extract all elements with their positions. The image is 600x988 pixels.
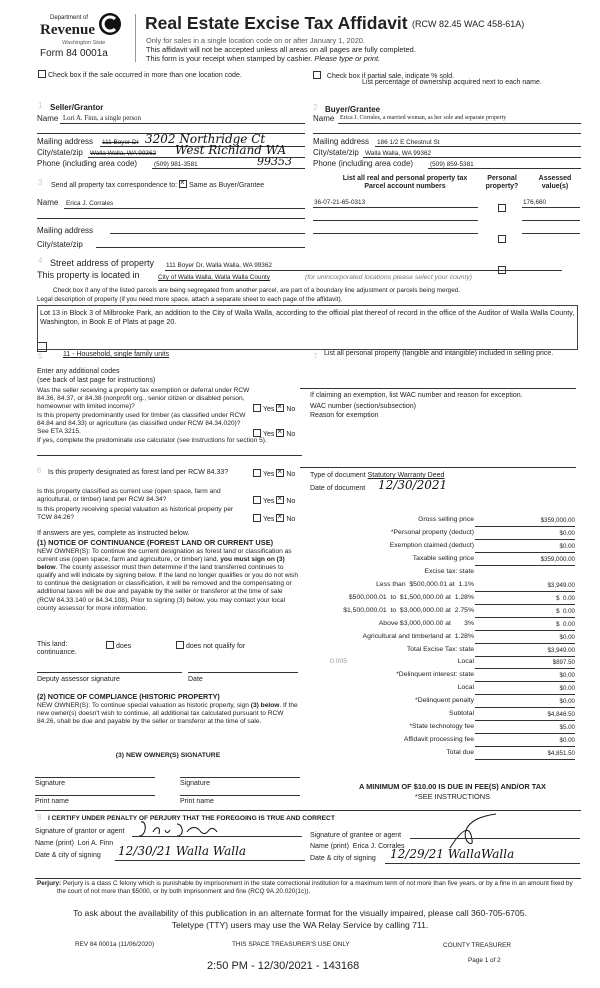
- revenue-logo-icon: [98, 12, 122, 36]
- no-label: No: [286, 406, 296, 413]
- yes-checkbox[interactable]: [253, 514, 261, 522]
- logo-name: Revenue: [40, 22, 95, 38]
- located-label: This property is located in: [37, 270, 140, 280]
- no-label: No: [286, 498, 296, 505]
- underline: [88, 157, 305, 158]
- historical-question: Is this property receiving special valuation as historical property per TCW 84.26?: [37, 506, 234, 522]
- underline: [165, 270, 562, 271]
- personal-property-label: List all personal property (tangible and intangible) included in selling price.: [324, 350, 554, 357]
- yes-label: Yes: [263, 516, 275, 523]
- underline: [375, 146, 581, 147]
- no-checkbox[interactable]: [276, 404, 284, 412]
- segregated-label: Check box if any of the listed parcels are being segregated from another parcel, are part of a boundary line adjustment or parcels being merged.: [53, 287, 461, 294]
- seller-phone-label: Phone (including area code): [37, 159, 138, 168]
- grantor-name-field[interactable]: Lori A. Finn: [77, 840, 114, 847]
- notice2-bold: (3) below: [250, 702, 280, 709]
- county-treasurer: COUNTY TREASURER: [443, 942, 511, 949]
- if-yes-note: If answers are yes, complete as instructed below.: [37, 530, 190, 537]
- divider: [35, 810, 581, 811]
- doc-type-field[interactable]: Statutory Warranty Deed: [367, 472, 445, 479]
- grantee-signature-label: Signature of grantee or agent: [310, 832, 402, 839]
- section-number-6: 6: [37, 466, 42, 475]
- new-owner-print-name-1[interactable]: [35, 795, 155, 796]
- parcel-number-field[interactable]: [313, 220, 478, 221]
- seller-name-field[interactable]: Lori A. Finn, a single person: [63, 115, 141, 122]
- tax-row-value[interactable]: $897.50: [552, 659, 575, 667]
- underline: [475, 604, 575, 605]
- notice2-part-a: NEW OWNER(S): To continue special valuation as historic property, sign: [37, 702, 249, 709]
- grantee-date-label: Date & city of signing: [310, 855, 376, 862]
- underline: [115, 860, 305, 861]
- tax-row-value[interactable]: $0.00: [559, 698, 575, 706]
- yes-label: Yes: [263, 406, 275, 413]
- grantor-name-label: [35, 840, 113, 848]
- seller-mailing-struck: 111 Boyer Dr: [102, 139, 139, 146]
- print-name-label: Print name: [35, 798, 69, 805]
- tax-row: [300, 657, 580, 670]
- buyer-phone-label: Phone (including area code): [313, 159, 414, 168]
- see-instructions: *SEE INSTRUCTIONS: [414, 792, 491, 801]
- assessed-header-1: Assessed: [538, 175, 572, 182]
- wac-label: WAC number (section/subsection): [310, 403, 416, 410]
- tax-row-label: *State technology fee: [409, 723, 474, 731]
- located-note: (for unincorporated locations please select your county): [305, 274, 472, 281]
- grantor-name-label-text: Name (print): [35, 840, 74, 847]
- does-not-check[interactable]: [176, 641, 245, 651]
- divider: [35, 878, 581, 879]
- grantee-name-label-text: Name (print): [310, 843, 349, 850]
- does-not-label: does not qualify for: [186, 643, 246, 650]
- tax-row-label: Subtotal: [449, 710, 474, 718]
- tax-row-label: Affidavit processing fee: [403, 736, 474, 744]
- header-line-3: [146, 55, 380, 64]
- parcel-header-1: List all real and personal property tax: [342, 175, 468, 182]
- personal-property-checkbox[interactable]: [498, 235, 506, 243]
- checkbox[interactable]: [313, 71, 321, 79]
- no-checkbox[interactable]: [276, 469, 284, 477]
- tax-row-label: Taxable selling price: [412, 554, 474, 562]
- seller-city-label: City/state/zip: [37, 148, 83, 157]
- new-owner-signature-title: (3) NEW OWNER(S) SIGNATURE: [115, 752, 221, 759]
- seller-heading: Seller/Grantor: [50, 103, 104, 112]
- form-number: Form 84 0001a: [40, 48, 108, 59]
- grantor-date-field[interactable]: 12/30/21 Walla Walla: [118, 844, 247, 858]
- doc-date-label: Date of document: [310, 485, 366, 492]
- new-owner-signature-2[interactable]: [180, 777, 300, 778]
- forest-yes-no: [253, 469, 295, 479]
- underline: [60, 123, 305, 124]
- alt-format-notice: To ask about the availability of this publication in an alternate format for the visually impaired, please call 360-705-6705.: [73, 908, 527, 918]
- tax-row-label: Local: [457, 684, 474, 692]
- assessed-value-field[interactable]: 176,660: [523, 199, 547, 206]
- assessed-header: [530, 175, 580, 191]
- deputy-signature-field[interactable]: [37, 672, 182, 673]
- additional-codes-label: Enter any additional codes: [37, 368, 120, 375]
- underline: [475, 668, 575, 669]
- tax-row-label: $1,500,000.01 to $3,000,000.00 at 2.75%: [343, 606, 474, 614]
- parcel-number-field[interactable]: [313, 233, 478, 234]
- section-number-3: 3: [38, 178, 43, 187]
- grantee-signature[interactable]: [440, 812, 500, 852]
- buyer-mailing-field[interactable]: 186 1/2 E Chestnut St: [377, 139, 440, 146]
- underline: [64, 208, 305, 209]
- tax-row-label: $500,000.01 to $1,500,000.00 at 1.28%: [348, 593, 474, 601]
- exemption-yes-no: [253, 404, 295, 414]
- local-rate: 0.005: [330, 658, 348, 666]
- personal-header-1: Personal: [487, 175, 517, 182]
- tax-row: [300, 554, 580, 567]
- page-number: Page 1 of 2: [468, 957, 501, 964]
- tax-row-value[interactable]: $ 0.00: [556, 620, 575, 628]
- underline: [475, 656, 575, 657]
- same-as-buyer-checkbox[interactable]: [179, 180, 187, 188]
- notice-compliance-text: [37, 702, 299, 726]
- tax-row-label: Excise tax: state: [424, 567, 474, 575]
- personal-property-checkbox[interactable]: [498, 204, 506, 212]
- notice1-part-a: NEW OWNER(S): To continue the current designation as forest land or classification as current use (open space, farm and agriculture, or timber) land,: [37, 548, 292, 564]
- yes-label: Yes: [263, 431, 275, 438]
- underline: [475, 591, 575, 592]
- new-owner-print-name-2[interactable]: [180, 795, 300, 796]
- correspondence-mailing-label: Mailing address: [37, 226, 94, 235]
- correspondence-city-field[interactable]: [96, 247, 305, 248]
- grantor-date-label: Date & city of signing: [35, 852, 101, 859]
- located-field[interactable]: City of Walla Walla, Walla Walla County: [158, 274, 270, 281]
- underline: [475, 526, 575, 527]
- no-checkbox[interactable]: [276, 496, 284, 504]
- tax-row-value[interactable]: $ 0.00: [556, 607, 575, 615]
- notice-compliance-title: (2) NOTICE OF COMPLIANCE (HISTORIC PROPERTY): [37, 692, 220, 701]
- seller-name-label: Name: [37, 114, 59, 123]
- tax-row: [300, 619, 580, 632]
- tax-row: [300, 567, 580, 580]
- title-citation: (RCW 82.45 WAC 458-61A): [412, 19, 525, 29]
- legal-description-field[interactable]: Lot 13 in Block 3 of Milbrooke Park, an addition to the City of Walla Walla, according to the official plat thereof of record in the office of the Auditor of Walla Walla County, Washington, in Book E of Plats at page 20.: [37, 305, 578, 350]
- notice2-part-b: . If the new owner(s) doesn't wish to continue, all additional tax calculated pursuant to RCW 84.26, shall be due and payable by the seller or transferor at the time of sale.: [37, 702, 298, 726]
- underline: [522, 207, 580, 208]
- yes-label: Yes: [263, 498, 275, 505]
- underline: [475, 707, 575, 708]
- underline: [152, 168, 305, 169]
- no-label: No: [286, 431, 296, 438]
- use-code-field[interactable]: 11 - Household, single family units: [63, 351, 170, 358]
- tax-row-label: *Personal property (deduct): [390, 528, 474, 536]
- same-as-buyer-label: Same as Buyer/Grantee: [189, 182, 265, 189]
- underline: [475, 681, 575, 682]
- section-number-8: 8: [37, 813, 42, 822]
- tax-row-value[interactable]: $0.00: [559, 672, 575, 680]
- continuance-label: continuance.: [37, 649, 77, 656]
- tax-row-label: Gross selling price: [418, 516, 474, 523]
- notice-continuance-text: [37, 548, 299, 613]
- checkbox[interactable]: [38, 70, 46, 78]
- grantor-signature-label: Signature of grantor or agent: [35, 828, 125, 835]
- section-number-1: 1: [38, 101, 43, 110]
- tax-row: [300, 593, 580, 606]
- tty-notice: Teletype (TTY) users may use the WA Relay Service by calling 711.: [171, 920, 429, 930]
- tax-row-label: Above $3,000,000.00 at 3%: [378, 619, 474, 627]
- underline: [475, 552, 575, 553]
- logo-dept: Department of: [50, 15, 89, 21]
- buyer-city-field[interactable]: Walla Walla, WA 99362: [365, 150, 432, 157]
- section-number-5: 5: [38, 352, 43, 361]
- signature-label: Signature: [35, 780, 65, 787]
- tax-row: [300, 709, 580, 722]
- buyer-name-field[interactable]: Erica J. Corrales, a married woman, as her sole and separate property: [340, 115, 507, 121]
- notice1-part-b: . The county assessor must then determine if the land transferred continues to qualify and will indicate by signing below. If the land no longer qualifies or you do not wish to continue the designation or classification, it will be removed and the compensating or additional taxes will be due and payable by the seller or transferor at the time of sale (RCW 84.33.140 or 84.34.108). Prior to signing (3) below, you may contact your local county assessor for more information.: [37, 564, 298, 612]
- does-label: does: [116, 643, 132, 650]
- underline: [475, 733, 575, 734]
- correspondence-label: Send all property tax correspondence to:: [51, 182, 178, 189]
- underline: [475, 759, 575, 760]
- correspondence-row: [51, 180, 264, 190]
- tax-row: [300, 528, 580, 541]
- yes-label: Yes: [263, 471, 275, 478]
- underline: [338, 123, 581, 124]
- tax-row: [300, 748, 580, 761]
- seller-city-struck: Walla Walla, WA 99362: [90, 150, 157, 157]
- perjury-label: Perjury:: [37, 880, 62, 887]
- print-name-label: Print name: [180, 798, 214, 805]
- underline: [475, 539, 575, 540]
- divider: [37, 455, 302, 456]
- tax-row-label: Total due: [446, 749, 474, 757]
- tax-row-value[interactable]: $3,949.00: [547, 581, 575, 589]
- treasurer-space: THIS SPACE TREASURER'S USE ONLY: [232, 941, 350, 948]
- header-line-3-italic: Please type or print.: [314, 54, 381, 63]
- underline: [428, 168, 581, 169]
- predominate-use-note: If yes, complete the predominate use calculator (see instructions for section 5).: [37, 437, 267, 444]
- buyer-mailing-label: Mailing address: [313, 137, 370, 146]
- tax-row: [300, 722, 580, 735]
- tax-row-value[interactable]: $4,851.50: [547, 750, 575, 758]
- logo-state: Washington State: [62, 40, 106, 46]
- underline: [313, 207, 478, 208]
- tax-row-value[interactable]: $359,000.00: [540, 555, 575, 563]
- reason-label: Reason for exemption: [310, 412, 379, 419]
- tax-row: [300, 696, 580, 709]
- tax-row: [300, 515, 580, 528]
- receipt-stamp: 2:50 PM - 12/30/2021 - 143168: [207, 960, 360, 972]
- tax-row-label: Total Excise Tax: state: [406, 645, 474, 653]
- seller-zip-handwritten[interactable]: 99353: [257, 155, 292, 168]
- underline: [37, 218, 305, 219]
- underline: [132, 836, 302, 837]
- parcel-header-2: Parcel account numbers: [364, 183, 446, 191]
- does-not-checkbox[interactable]: [176, 641, 184, 649]
- street-field[interactable]: 111 Boyer Dr, Walla Walla, WA 99362: [166, 262, 272, 269]
- tax-row-label: Local: [457, 658, 474, 666]
- tax-row-label: Agricultural and timberland at 1.28%: [362, 632, 474, 640]
- tax-row-value[interactable]: $0.00: [559, 633, 575, 641]
- section-number-4: 4: [38, 256, 43, 265]
- partial-sale-note: List percentage of ownership acquired next to each name.: [362, 79, 542, 86]
- underline: [385, 863, 580, 864]
- exemption-label: If claiming an exemption, list WAC number and reason for exception.: [310, 392, 523, 399]
- section-number-7: 7: [313, 352, 318, 361]
- tax-row-value[interactable]: $359,000.00: [540, 517, 575, 524]
- tax-row-value[interactable]: $0.00: [559, 542, 575, 550]
- assessed-value-field[interactable]: [522, 233, 580, 234]
- signature-label: Signature: [180, 780, 210, 787]
- personal-header: [482, 175, 522, 191]
- buyer-heading: Buyer/Grantee: [325, 105, 381, 114]
- tax-row-value[interactable]: $3,949.00: [547, 646, 575, 654]
- section-number-2: 2: [313, 103, 318, 112]
- tax-row-value[interactable]: $4,846.50: [547, 711, 575, 719]
- seller-mailing-label: Mailing address: [37, 137, 94, 146]
- current-use-question: Is this property classified as current use (open space, farm and agricultural, or timber) land per RCW 84.34?: [37, 488, 221, 504]
- perjury-notice: [37, 880, 577, 896]
- tax-row-label: *Delinquent interest: state: [396, 671, 474, 679]
- parcel-number-field[interactable]: 36-07-21-65-0313: [314, 199, 366, 206]
- notice1-bold: you must sign on (3) below: [37, 556, 285, 572]
- tax-row-label: Less than $500,000.01 at 1.1%: [376, 580, 474, 588]
- no-checkbox[interactable]: [276, 514, 284, 522]
- legal-label: Legal description of property (if you need more space, attach a separate sheet to each page of the affidavit).: [37, 296, 343, 303]
- header-line-1: Only for sales in a single location code on or after January 1, 2020.: [146, 36, 365, 45]
- deputy-date-field[interactable]: [188, 672, 298, 673]
- timber-question: Is this property predominantly used for timber (as classified under RCW 84.84 and 84.33) or agriculture (as classified under RCW 84.34.020)? See ETA 3215.: [37, 412, 246, 436]
- yes-checkbox[interactable]: [253, 404, 261, 412]
- tax-row: [300, 632, 580, 645]
- underline: [475, 643, 575, 644]
- historical-yes-no: [253, 514, 295, 524]
- minimum-due-notice: A MINIMUM OF $10.00 IS DUE IN FEE(S) AND/OR TAX: [359, 782, 546, 791]
- tax-row: [300, 683, 580, 696]
- underline: [475, 694, 575, 695]
- doc-type-label-text: Type of document: [310, 472, 366, 479]
- grantee-date-field[interactable]: 12/29/21 WallaWalla: [390, 847, 515, 861]
- notice-continuance-title: (1) NOTICE OF CONTINUANCE (FOREST LAND OR CURRENT USE): [37, 538, 274, 547]
- street-label: Street address of property: [50, 258, 155, 268]
- yes-checkbox[interactable]: [253, 429, 261, 437]
- correspondence-name-label: Name: [37, 198, 59, 207]
- tax-row: [300, 606, 580, 619]
- yes-checkbox[interactable]: [253, 496, 261, 504]
- deputy-date-label: Date: [188, 676, 203, 683]
- header-line-2: This affidavit will not be accepted unless all areas on all pages are fully completed.: [146, 45, 416, 54]
- underline: [475, 720, 575, 721]
- tax-row-value[interactable]: $5.00: [559, 724, 575, 732]
- tax-row: [300, 735, 580, 748]
- partial-sale-label: Check box if partial sale, indicate % sold.: [326, 73, 455, 80]
- page-title: Real Estate Excise Tax Affidavit: [145, 13, 408, 33]
- header-line-3-text: This form is your receipt when stamped by cashier.: [146, 54, 313, 63]
- buyer-name-label: Name: [313, 114, 335, 123]
- exemption-question: Was the seller receiving a property tax exemption or deferral under RCW 84.36, 84.37, or 84.38 (nonprofit org., senior citizen or disabled person, homeowner with limited income)?: [37, 387, 250, 411]
- underline: [475, 617, 575, 618]
- tax-row: [300, 541, 580, 554]
- assessed-value-field[interactable]: [522, 220, 580, 221]
- tax-row-label: *Delinquent penalty: [415, 697, 474, 705]
- buyer-city-label: City/state/zip: [313, 148, 359, 157]
- does-check[interactable]: [106, 641, 131, 651]
- forest-question: Is this property designated as forest land per RCW 84.33?: [48, 469, 229, 476]
- deputy-signature-label: Deputy assessor signature: [37, 676, 120, 683]
- correspondence-city-label: City/state/zip: [37, 240, 83, 249]
- no-checkbox[interactable]: [276, 429, 284, 437]
- yes-checkbox[interactable]: [253, 469, 261, 477]
- perjury-text: Perjury is a class C felony which is punishable by imprisonment in the state correctional institution for a maximum term of not more than five years, or by a fine in an amount fixed by the court of not more than $5000, or by both imprisonment and fine (RCQ 9A.20.020(1c)).: [57, 880, 573, 895]
- correspondence-name-field[interactable]: Erica J. Corrales: [66, 200, 114, 207]
- doc-date-field[interactable]: 12/30/2021: [378, 478, 448, 492]
- certify-heading: I CERTIFY UNDER PENALTY OF PERJURY THAT THE FOREGOING IS TRUE AND CORRECT: [48, 815, 335, 822]
- seller-city-handwritten[interactable]: West Richland WA: [175, 143, 287, 157]
- tax-row-value[interactable]: $0.00: [559, 529, 575, 537]
- tax-row-value[interactable]: $0.00: [559, 685, 575, 693]
- assessed-header-2: value(s): [541, 183, 569, 191]
- correspondence-mailing-field[interactable]: [110, 233, 305, 234]
- this-land-label: This land:: [37, 641, 68, 648]
- seller-mailing-handwritten[interactable]: 3202 Northridge Ct: [145, 132, 266, 146]
- tax-row: [300, 670, 580, 683]
- underline: [475, 565, 575, 566]
- seller-phone-field[interactable]: (509) 981-3581: [154, 161, 198, 168]
- buyer-phone-field[interactable]: (509) 859-5381: [430, 161, 474, 168]
- header-divider: [135, 14, 136, 62]
- tax-row-label: Exemption claimed (deduct): [389, 541, 474, 549]
- multi-location-check[interactable]: [38, 70, 242, 80]
- underline: [475, 630, 575, 631]
- underline: [475, 746, 575, 747]
- grantee-name-field[interactable]: Erica J. Corrales: [352, 843, 405, 850]
- tax-row-value[interactable]: $ 0.00: [556, 594, 575, 602]
- no-label: No: [286, 471, 296, 478]
- divider: [300, 467, 576, 468]
- underline: [313, 133, 581, 134]
- underline: [363, 157, 581, 158]
- tax-row-value[interactable]: $0.00: [559, 737, 575, 745]
- current-use-yes-no: [253, 496, 295, 506]
- tax-row: [300, 645, 580, 658]
- parcel-header: [335, 175, 475, 191]
- personal-property-field[interactable]: [300, 388, 576, 389]
- no-label: No: [286, 516, 296, 523]
- multi-location-label: Check box if the sale occurred in more than one location code.: [48, 72, 242, 79]
- additional-codes-note: (see back of last page for instructions): [37, 377, 156, 384]
- underline: [410, 838, 580, 839]
- revision-code: REV 84 0001a (11/06/2020): [75, 941, 155, 948]
- personal-header-2: property?: [485, 183, 519, 191]
- new-owner-signature-1[interactable]: [35, 777, 155, 778]
- does-checkbox[interactable]: [106, 641, 114, 649]
- tax-row: [300, 580, 580, 593]
